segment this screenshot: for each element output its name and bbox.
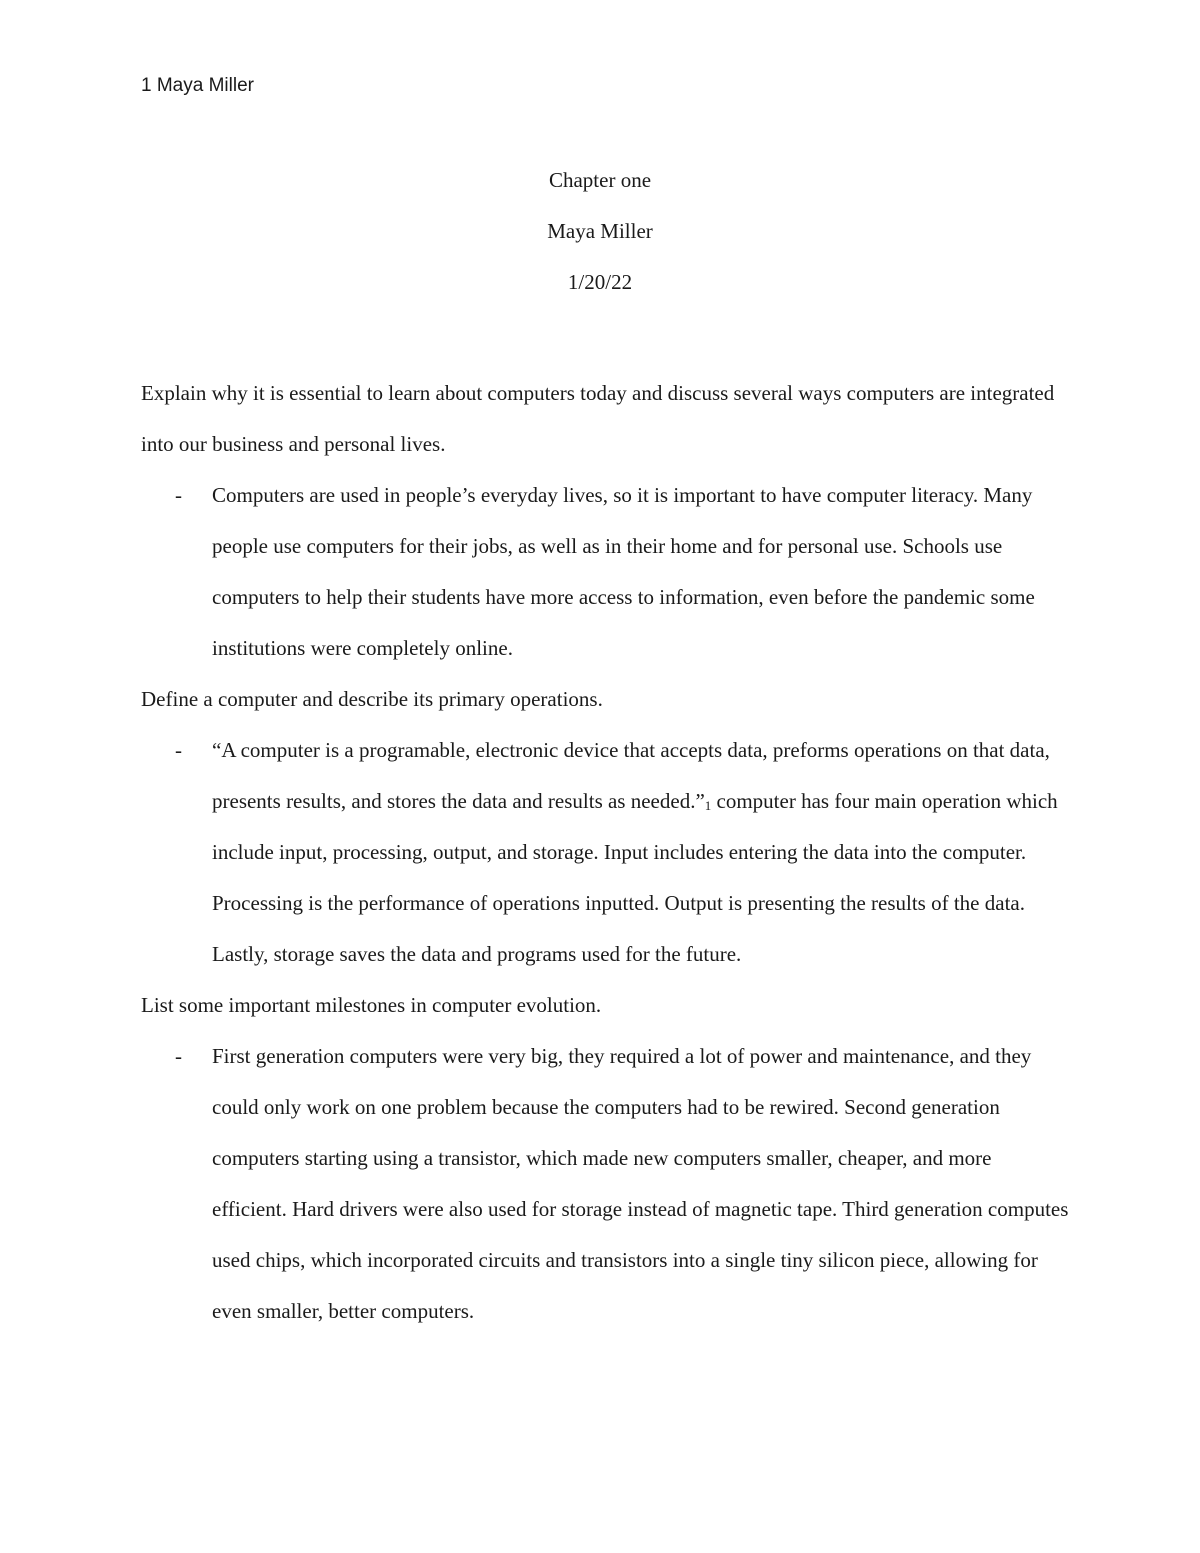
question-1: Explain why it is essential to learn about computers today and discuss several ways computers are integrated into our business and personal lives. xyxy=(141,381,1055,456)
footnote-reference: 1 xyxy=(704,798,712,813)
answer-3 xyxy=(141,1031,1071,1337)
running-header: 1 Maya Miller xyxy=(141,75,254,96)
answer-2 xyxy=(141,725,1071,980)
answer-1 xyxy=(141,470,1071,674)
bullet-dash: - xyxy=(175,738,182,762)
bullet-dash: - xyxy=(175,1044,182,1068)
author-name: Maya Miller xyxy=(547,219,653,243)
answer-3-text: First generation computers were very big, they required a lot of power and maintenance, and they could only work on one problem because the computers had to be rewired. Second generation computers starting using a transistor, which made new computers smaller, cheaper, and more efficient. Hard drivers were also used for storage instead of magnetic tape. Third generation computes used chips, which incorporated circuits and transistors into a single tiny silicon piece, allowing for even smaller, better computers. xyxy=(212,1044,1069,1323)
answer-2-quote: “A computer is a programable, electronic device that accepts data, preforms operations on that data, presents results, and stores the data and results as needed.” xyxy=(212,738,1050,813)
document-body xyxy=(141,368,1071,1337)
chapter-title: Chapter one xyxy=(548,168,652,192)
title-block xyxy=(0,165,1200,318)
answer-1-text: Computers are used in people’s everyday lives, so it is important to have computer literacy. Many people use computers for their jobs, as well as in their home and for personal use. Schools use computers to help their students have more access to information, even before the pandemic some institutions were completely online. xyxy=(212,483,1035,660)
document-date: 1/20/22 xyxy=(567,270,633,294)
answer-2-text: computer has four main operation which include input, processing, output, and storage. Input includes entering the data into the computer. Processing is the performance of operations inputted. Output is presenting the results of the data. Lastly, storage saves the data and programs used for the future. xyxy=(212,789,1058,966)
question-2: Define a computer and describe its primary operations. xyxy=(141,687,603,711)
bullet-dash: - xyxy=(175,483,182,507)
question-3: List some important milestones in computer evolution. xyxy=(141,993,602,1017)
